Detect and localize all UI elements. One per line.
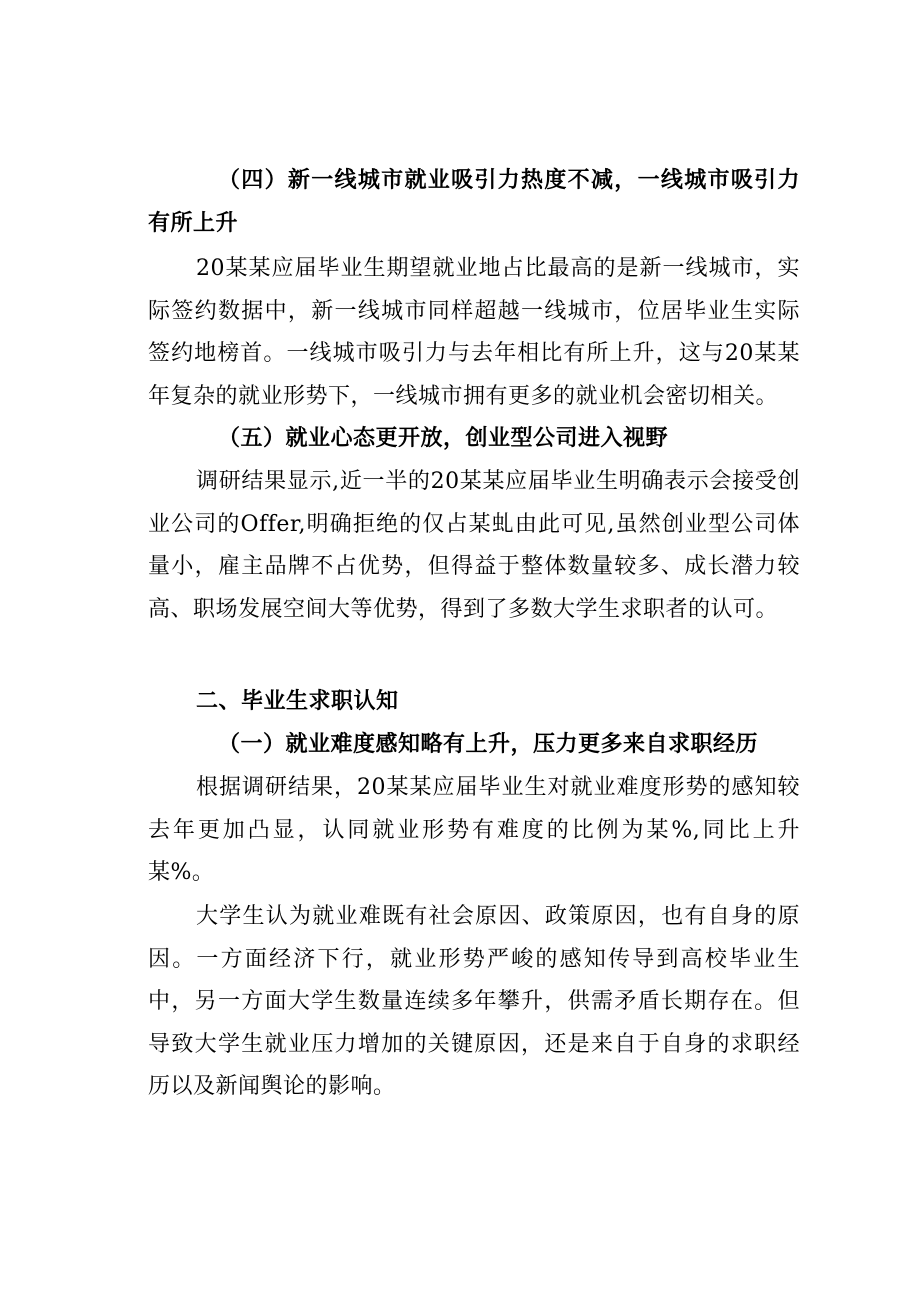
part-2-sub-1-heading: （一）就业难度感知略有上升，压力更多来自求职经历 (218, 732, 759, 757)
part-2-sub-1-paragraph-1: 根据调研结果，20某某应届毕业生对就业难度形势的感知较去年更加凸显，认同就业形势有难度的比例为某%,同比上升某%。 (148, 775, 800, 885)
part-2-heading: 二、毕业生求职认知 (196, 689, 399, 714)
section-5-heading: （五）就业心态更开放，创业型公司进入视野 (218, 426, 669, 451)
section-5-paragraph: 调研结果显示,近一半的20某某应届毕业生明确表示会接受创业公司的Offer,明确拒绝的仅占某虬由此可见,虽然创业型公司体量小，雇主品牌不占优势，但得益于整体数量较多、成长潜力较高、职场发展空间大等优势，得到了多数大学生求职者的认可。 (148, 469, 800, 622)
section-4-heading: （四）新一线城市就业吸引力热度不减，一线城市吸引力有所上升 (148, 168, 800, 236)
section-4-paragraph: 20某某应届毕业生期望就业地占比最高的是新一线城市，实际签约数据中，新一线城市同样超越一线城市，位居毕业生实际签约地榜首。一线城市吸引力与去年相比有所上升，这与20某某年复杂的就业形势下，一线城市拥有更多的就业机会密切相关。 (148, 256, 800, 409)
part-2-sub-1-paragraph-2: 大学生认为就业难既有社会原因、政策原因，也有自身的原因。一方面经济下行，就业形势严峻的感知传导到高校毕业生中，另一方面大学生数量连续多年攀升，供需矛盾长期存在。但导致大学生就业压力增加的关键原因，还是来自于自身的求职经历以及新闻舆论的影响。 (148, 904, 800, 1099)
